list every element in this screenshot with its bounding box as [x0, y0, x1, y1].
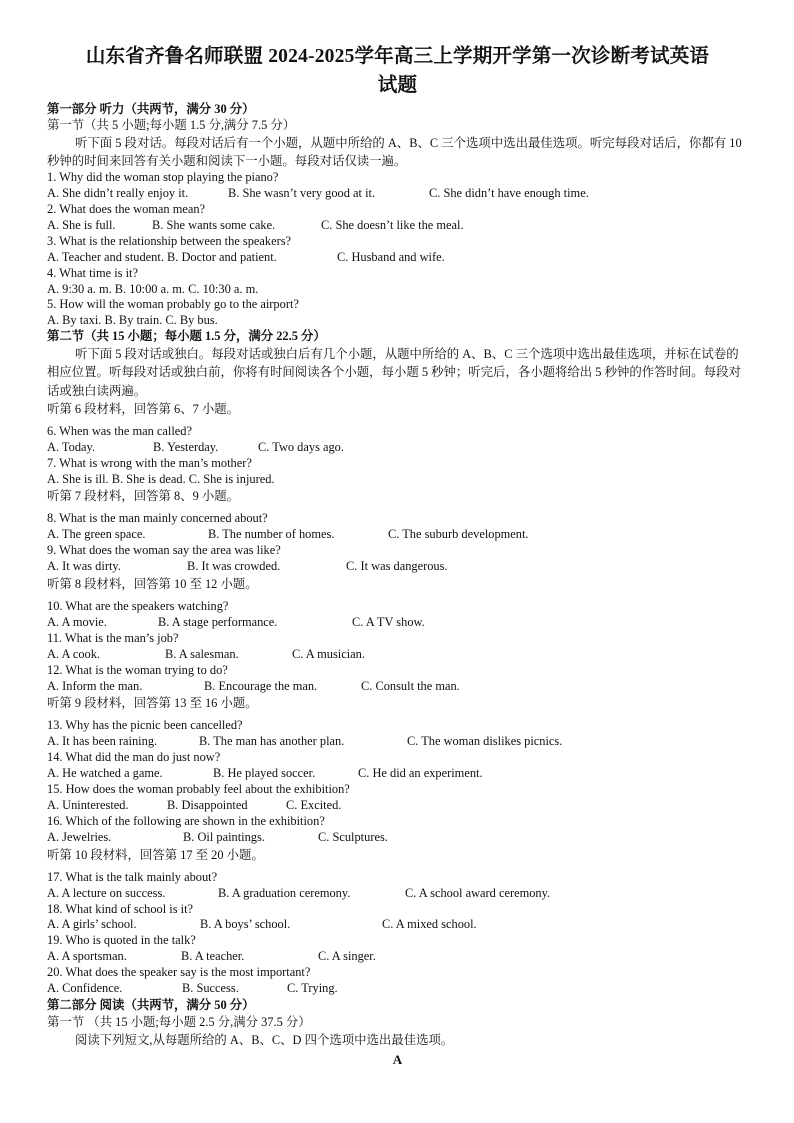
title-line-2: 试题: [377, 75, 418, 96]
option-a: A. She didn’t really enjoy it.: [47, 186, 189, 201]
option-c: C. A singer.: [318, 949, 376, 964]
option-ab: A. Teacher and student. B. Doctor and patient.: [47, 249, 277, 264]
title-line-1: 山东省齐鲁名师联盟 2024-2025学年高三上学期开学第一次诊断考试英语: [85, 46, 710, 67]
option-c: C. A TV show.: [352, 614, 425, 629]
option-c: C. It was dangerous.: [346, 559, 448, 574]
material-7-heading: 听第 7 段材料，回答第 8、9 小题。: [47, 489, 240, 504]
part2-section1-heading: 第一节 （共 15 小题;每小题 2.5 分,满分 37.5 分）: [47, 1014, 311, 1029]
option-a: A. It has been raining.: [47, 734, 158, 749]
option-a: A. Uninterested.: [47, 798, 129, 813]
part2-heading: 第二部分 阅读（共两节，满分 50 分）: [47, 997, 255, 1012]
option-a: A. Jewelries.: [47, 829, 112, 844]
option-b: B. It was crowded.: [187, 559, 281, 574]
document-title: [47, 42, 748, 100]
option-b: B. She wants some cake.: [152, 217, 276, 232]
question-6: 6. When was the man called?: [47, 423, 192, 438]
question-7: 7. What is wrong with the man’s mother?: [47, 455, 252, 470]
question-12: 12. What is the woman trying to do?: [47, 662, 228, 677]
question-17: 17. What is the talk mainly about?: [47, 869, 218, 884]
option-a: A. He watched a game.: [47, 766, 163, 781]
question-1-options: [47, 186, 748, 202]
material-9-heading: 听第 9 段材料，回答第 13 至 16 小题。: [47, 696, 258, 711]
part1-heading: 第一部分 听力（共两节，满分 30 分）: [47, 102, 255, 116]
question-20-options: [47, 981, 748, 997]
question-9: 9. What does the woman say the area was like?: [47, 543, 281, 558]
option-a: A. Confidence.: [47, 981, 123, 996]
question-4-options: A. 9:30 a. m. B. 10:00 a. m. C. 10:30 a. m.: [47, 281, 259, 296]
question-16: 16. Which of the following are shown in the exhibition?: [47, 813, 325, 828]
question-8-options: [47, 527, 748, 543]
option-c: C. She didn’t have enough time.: [429, 186, 589, 201]
part1-section2-instructions: 听下面 5 段对话或独白。每段对话或独白后有几个小题，从题中所给的 A、B、C 三个选项中选出最佳选项，并标在试卷的相应位置。听每段对话或独白前，你将有时间阅读各个小题，每小题 5 秒钟；听完后，各小题将给出 5 秒钟的作答时间。每段对话或独白读两遍。: [47, 347, 741, 398]
option-b: B. She wasn’t very good at it.: [228, 186, 376, 201]
option-c: C. A mixed school.: [382, 917, 477, 932]
question-10-options: [47, 615, 748, 631]
option-c: C. The woman dislikes picnics.: [407, 734, 563, 749]
question-15-options: [47, 798, 748, 814]
question-13: 13. Why has the picnic been cancelled?: [47, 718, 243, 733]
question-5: 5. How will the woman probably go to the airport?: [47, 297, 299, 312]
option-a: A. A cook.: [47, 646, 101, 661]
option-b: B. He played soccer.: [213, 766, 316, 781]
option-c: C. Husband and wife.: [337, 249, 445, 264]
question-19-options: [47, 949, 748, 965]
option-c: C. Trying.: [287, 981, 338, 996]
question-19: 19. Who is quoted in the talk?: [47, 933, 196, 948]
question-15: 15. How does the woman probably feel about the exhibition?: [47, 782, 350, 797]
option-c: C. Sculptures.: [318, 829, 388, 844]
material-10-heading: 听第 10 段材料，回答第 17 至 20 小题。: [47, 847, 264, 862]
option-c: C. A school award ceremony.: [405, 885, 551, 900]
option-b: B. Oil paintings.: [183, 829, 265, 844]
option-c: C. She doesn’t like the meal.: [321, 217, 464, 232]
option-b: B. The man has another plan.: [199, 734, 345, 749]
option-b: B. Success.: [182, 981, 239, 996]
part1-section2-heading: 第二节（共 15 小题；每小题 1.5 分，满分 22.5 分）: [47, 329, 326, 344]
part1-section1-heading: 第一节（共 5 小题;每小题 1.5 分,满分 7.5 分）: [47, 117, 296, 132]
question-1: 1. Why did the woman stop playing the piano?: [47, 170, 279, 185]
option-b: B. The number of homes.: [208, 527, 335, 542]
option-c: C. A musician.: [292, 646, 365, 661]
question-6-options: [47, 440, 748, 456]
option-c: C. Two days ago.: [258, 439, 344, 454]
question-2-options: [47, 218, 748, 234]
question-10: 10. What are the speakers watching?: [47, 599, 229, 614]
option-c: C. Consult the man.: [361, 678, 460, 693]
part2-section1-instructions: 阅读下列短文,从每题所给的 A、B、C、D 四个选项中选出最佳选项。: [75, 1032, 454, 1047]
option-a: A. She is full.: [47, 217, 116, 232]
option-b: B. Yesterday.: [153, 439, 219, 454]
option-b: B. A salesman.: [165, 646, 239, 661]
question-14: 14. What did the man do just now?: [47, 750, 221, 765]
option-a: A. A lecture on success.: [47, 885, 166, 900]
option-c: C. The suburb development.: [388, 527, 529, 542]
option-c: C. He did an experiment.: [358, 766, 483, 781]
question-13-options: [47, 734, 748, 750]
option-b: B. Disappointed: [167, 798, 248, 813]
question-8: 8. What is the man mainly concerned about?: [47, 511, 268, 526]
option-b: B. A graduation ceremony.: [218, 885, 351, 900]
option-b: B. A stage performance.: [158, 614, 278, 629]
material-6-heading: 听第 6 段材料，回答第 6、7 小题。: [47, 401, 240, 416]
option-a: A. A movie.: [47, 614, 107, 629]
question-9-options: [47, 559, 748, 575]
option-c: C. Excited.: [286, 798, 342, 813]
question-17-options: [47, 886, 748, 902]
question-3-options: [47, 250, 748, 266]
question-4: 4. What time is it?: [47, 265, 138, 280]
question-2: 2. What does the woman mean?: [47, 202, 206, 217]
option-a: A. Today.: [47, 439, 96, 454]
option-b: B. A boys’ school.: [200, 917, 291, 932]
question-7-options: A. She is ill. B. She is dead. C. She is injured.: [47, 471, 275, 486]
question-14-options: [47, 766, 748, 782]
question-11: 11. What is the man’s job?: [47, 630, 179, 645]
question-3: 3. What is the relationship between the speakers?: [47, 233, 292, 248]
passage-letter: A: [392, 1051, 403, 1067]
option-a: A. The green space.: [47, 527, 146, 542]
question-18: 18. What kind of school is it?: [47, 901, 194, 916]
option-b: B. Encourage the man.: [204, 678, 318, 693]
part1-section1-instructions: 听下面 5 段对话。每段对话后有一个小题，从题中所给的 A、B、C 三个选项中选出最佳选项。听完每段对话后，你都有 10 秒钟的时间来回答有关小题和阅读下一小题。每段对话仅读一遍。: [47, 135, 742, 169]
option-a: A. A sportsman.: [47, 949, 127, 964]
question-5-options: A. By taxi. B. By train. C. By bus.: [47, 313, 218, 328]
option-b: B. A teacher.: [181, 949, 245, 964]
question-18-options: [47, 917, 748, 933]
question-16-options: [47, 830, 748, 846]
option-a: A. A girls’ school.: [47, 917, 137, 932]
question-20: 20. What does the speaker say is the most important?: [47, 965, 311, 980]
option-a: A. It was dirty.: [47, 559, 121, 574]
option-a: A. Inform the man.: [47, 678, 143, 693]
question-12-options: [47, 679, 748, 695]
question-11-options: [47, 647, 748, 663]
material-8-heading: 听第 8 段材料，回答第 10 至 12 小题。: [47, 577, 258, 592]
